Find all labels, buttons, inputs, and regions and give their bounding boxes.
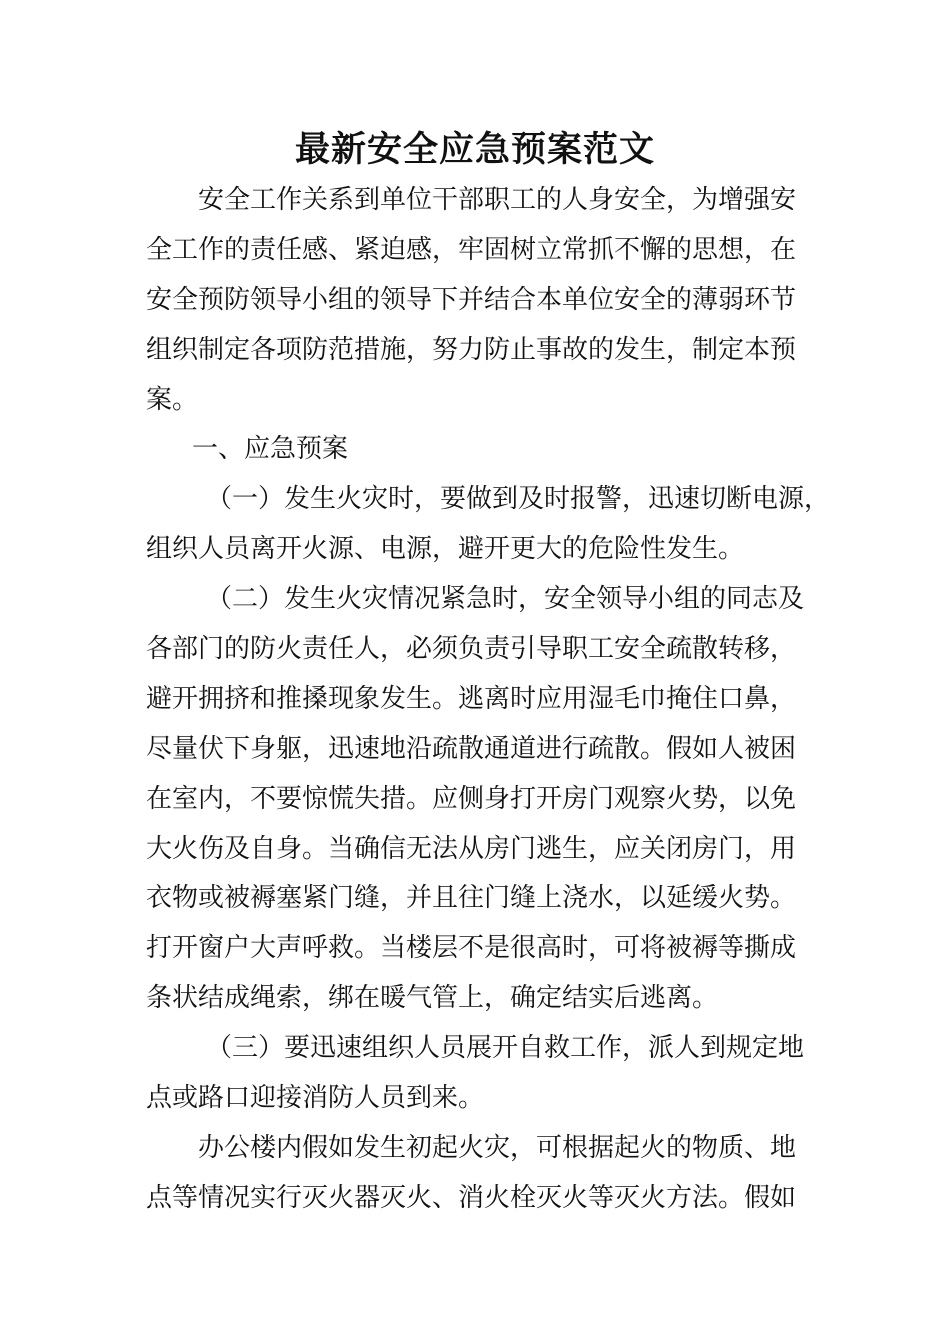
paragraph-line: 办公楼内假如发生初起火灾，可根据起火的物质、地 [198,1132,797,1163]
paragraph-line: 组织人员离开火源、电源，避开更大的危险性发生。 [146,534,745,565]
paragraph-line: 全工作的责任感、紧迫感，牢固树立常抓不懈的思想，在 [146,234,797,265]
paragraph-line: （三）要迅速组织人员展开自救工作，派人到规定地 [206,1033,805,1064]
paragraph-line: 各部门的防火责任人，必须负责引导职工安全疏散转移， [146,634,797,665]
paragraph-line: 尽量伏下身躯，迅速地沿疏散通道进行疏散。假如人被困 [146,733,797,764]
document-body [146,176,831,1224]
section-heading: 一、应急预案 [192,434,349,465]
document-title: 最新安全应急预案范文 [294,130,655,170]
paragraph-line: 条状结成绳索，绑在暖气管上，确定结实后逃离。 [146,983,719,1014]
paragraph-line: 打开窗户大声呼救。当楼层不是很高时，可将被褥等撕成 [146,933,797,964]
paragraph-line: （二）发生火灾情况紧急时，安全领导小组的同志及 [206,584,805,615]
paragraph-line: 案。 [146,384,199,415]
paragraph-line: 安全预防领导小组的领导下并结合本单位安全的薄弱环节 [146,284,797,315]
paragraph-line: 安全工作关系到单位干部职工的人身安全，为增强安 [198,185,797,215]
paragraph-line: 点等情况实行灭火器灭火、消火栓灭火等灭火方法。假如 [146,1182,797,1213]
paragraph-line: 点或路口迎接消防人员到来。 [146,1083,485,1114]
paragraph-line: 大火伤及自身。当确信无法从房门逃生，应关闭房门，用 [146,833,797,864]
paragraph-line: 避开拥挤和推搡现象发生。逃离时应用湿毛巾掩住口鼻， [146,683,797,714]
paragraph-line: （一）发生火灾时，要做到及时报警，迅速切断电源， [206,484,831,515]
paragraph-line: 在室内，不要惊慌失措。应侧身打开房门观察火势，以免 [146,783,797,814]
paragraph-line: 组织制定各项防范措施，努力防止事故的发生，制定本预 [146,334,797,365]
paragraph-line: 衣物或被褥塞紧门缝，并且往门缝上浇水，以延缓火势。 [146,883,797,914]
